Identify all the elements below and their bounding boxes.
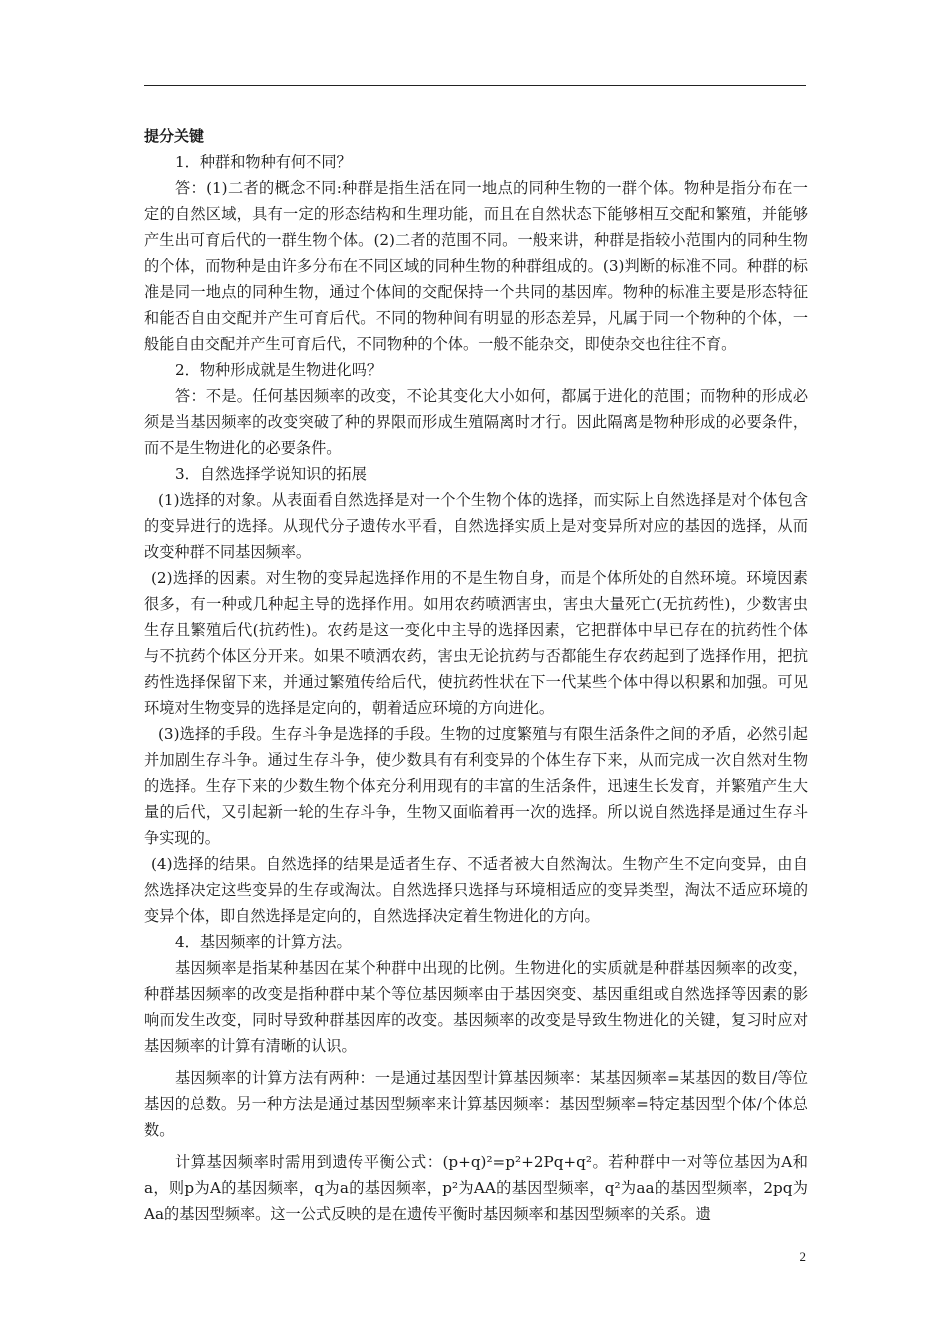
question-4-title: 4．基因频率的计算方法。 [175, 933, 352, 951]
page-number: 2 [799, 1249, 806, 1264]
section-heading: 提分关键 [144, 127, 205, 145]
document-body [144, 123, 808, 1227]
question-3-point-3: (3)选择的手段。生存斗争是选择的手段。生物的过度繁殖与有限生活条件之间的矛盾，必然引起并加剧生存斗争。通过生存斗争，使少数具有有利变异的个体生存下来，从而完成一次自然对生物的选择。生存下来的少数生物个体充分利用现有的丰富的生活条件，迅速生长发育，并繁殖产生大量的后代，又引起新一轮的生存斗争，生物又面临着再一次的选择。所以说自然选择是通过生存斗争实现的。 [144, 725, 808, 847]
question-4-paragraph-1: 基因频率是指某种基因在某个种群中出现的比例。生物进化的实质就是种群基因频率的改变，种群基因频率的改变是指种群中某个等位基因频率由于基因突变、基因重组或自然选择等因素的影响而发生改变，同时导致种群基因库的改变。基因频率的改变是导致生物进化的关键，复习时应对基因频率的计算有清晰的认识。 [144, 959, 808, 1055]
question-1-title: 1．种群和物种有何不同？ [175, 153, 352, 171]
question-4-paragraph-3: 计算基因频率时需用到遗传平衡公式：(p+q)²=p²+2Pq+q²。若种群中一对等位基因为A和a，则p为A的基因频率，q为a的基因频率，p²为AA的基因型频率，q²为aa的基因型频率，2pq为Aa的基因型频率。这一公式反映的是在遗传平衡时基因频率和基因型频率的关系。遗 [144, 1153, 808, 1223]
question-3-point-1: (1)选择的对象。从表面看自然选择是对一个个生物个体的选择，而实际上自然选择是对个体包含的变异进行的选择。从现代分子遗传水平看，自然选择实质上是对变异所对应的基因的选择，从而改变种群不同基因频率。 [144, 491, 808, 561]
question-1-answer: 答：(1)二者的概念不同:种群是指生活在同一地点的同种生物的一群个体。物种是指分布在一定的自然区域，具有一定的形态结构和生理功能，而且在自然状态下能够相互交配和繁殖，并能够产生出可育后代的一群生物个体。(2)二者的范围不同。一般来讲，种群是指较小范围内的同种生物的个体，而物种是由许多分布在不同区域的同种生物的种群组成的。(3)判断的标准不同。种群的标准是同一地点的同种生物，通过个体间的交配保持一个共同的基因库。物种的标准主要是形态特征和能否自由交配并产生可育后代。不同的物种间有明显的形态差异，凡属于同一个物种的个体，一般能自由交配并产生可育后代，不同物种的个体。一般不能杂交，即使杂交也往往不育。 [144, 179, 808, 353]
header-rule [144, 85, 806, 86]
question-3-title: 3．自然选择学说知识的拓展 [175, 465, 367, 483]
question-3-point-2: (2)选择的因素。对生物的变异起选择作用的不是生物自身，而是个体所处的自然环境。环境因素很多，有一种或几种起主导的选择作用。如用农药喷洒害虫，害虫大量死亡(无抗药性)，少数害虫生存且繁殖后代(抗药性)。农药是这一变化中主导的选择因素，它把群体中早已存在的抗药性个体与不抗药个体区分开来。如果不喷洒农药，害虫无论抗药与否都能生存农药起到了选择作用，把抗药性选择保留下来，并通过繁殖传给后代，使抗药性状在下一代某些个体中得以积累和加强。可见环境对生物变异的选择是定向的，朝着适应环境的方向进化。 [144, 569, 808, 717]
question-3-point-4: (4)选择的结果。自然选择的结果是适者生存、不适者被大自然淘汰。生物产生不定向变异，由自然选择决定这些变异的生存或淘汰。自然选择只选择与环境相适应的变异类型，淘汰不适应环境的变异个体，即自然选择是定向的，自然选择决定着生物进化的方向。 [144, 855, 808, 925]
question-2-answer: 答：不是。任何基因频率的改变，不论其变化大小如何，都属于进化的范围；而物种的形成必须是当基因频率的改变突破了种的界限而形成生殖隔离时才行。因此隔离是物种形成的必要条件，而不是生物进化的必要条件。 [144, 387, 808, 457]
question-4-paragraph-2: 基因频率的计算方法有两种：一是通过基因型计算基因频率：某基因频率=某基因的数目/等位基因的总数。另一种方法是通过基因型频率来计算基因频率：基因型频率=特定基因型个体/个体总数。 [144, 1069, 808, 1139]
question-2-title: 2．物种形成就是生物进化吗？ [175, 361, 383, 379]
